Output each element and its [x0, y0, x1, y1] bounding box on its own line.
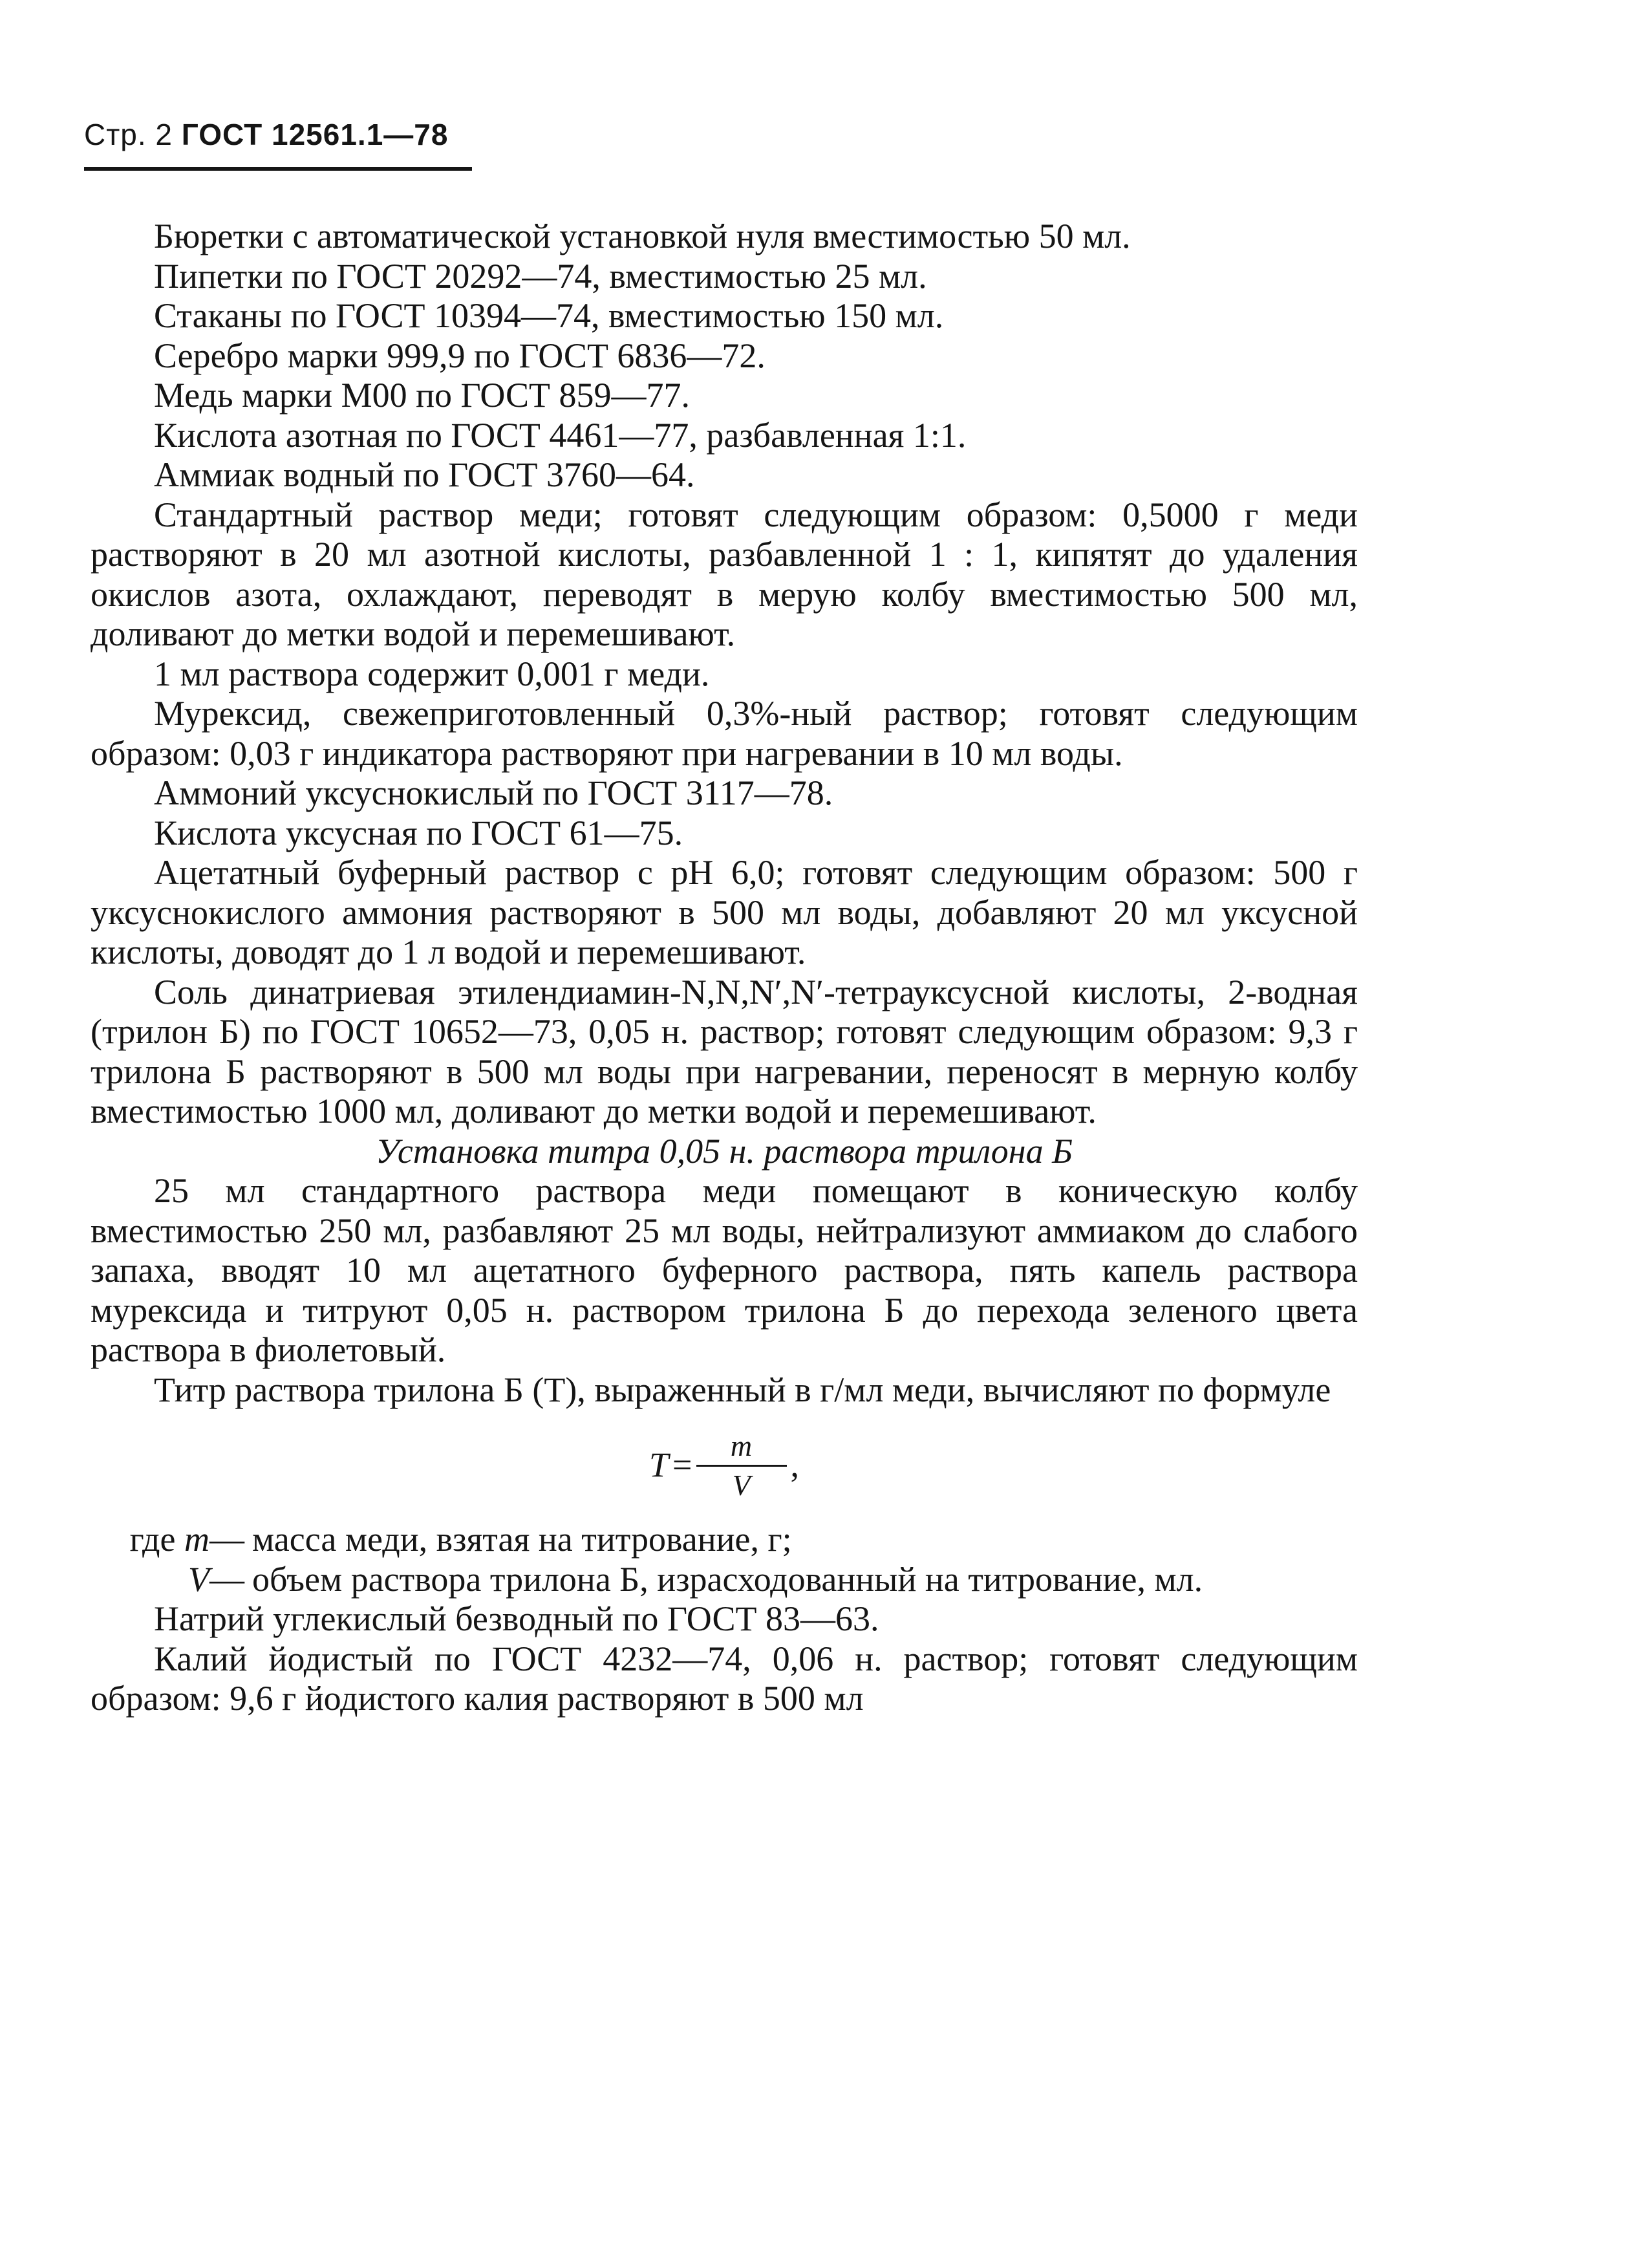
body-text: [91, 217, 1358, 1719]
legend-dash: —: [209, 1559, 244, 1599]
running-header: [84, 120, 448, 149]
paragraph: Стандартный раствор меди; готовят следующим образом: 0,5000 г меди растворяют в 20 мл азотной кислоты, разбавленной 1 : 1, кипятят до удаления окислов азота, охлаждают, переводят в мерую колбу вместимостью 500 мл, доливают до метки водой и перемешивают.: [91, 495, 1358, 653]
paragraph: 1 мл раствора содержит 0,001 г меди.: [154, 654, 710, 693]
legend-symbol: [91, 1520, 252, 1560]
paragraph: Аммиак водный по ГОСТ 3760—64.: [154, 455, 695, 494]
formula-equals: =: [672, 1445, 692, 1485]
paragraph: 25 мл стандартного раствора меди помещают в коническую колбу вместимостью 250 мл, разбавляют 25 мл воды, нейтрализуют аммиаком до слабого запаха, вводят 10 мл ацетатного буферного раствора, пять капель раствора мурексида и титруют 0,05 н. раствором трилона Б до перехода зеленого цвета раствора в фиолетовый.: [91, 1171, 1358, 1369]
paragraph: Титр раствора трилона Б (T), выраженный в г/мл меди, вычисляют по формуле: [154, 1370, 1331, 1409]
formula-legend: [91, 1520, 1358, 1599]
paragraph: Ацетатный буферный раствор с pH 6,0; готовят следующим образом: 500 г уксуснокислого аммония растворяют в 500 мл воды, добавляют 20 мл уксусной кислоты, доводят до 1 л водой и перемешивают.: [91, 853, 1358, 971]
paragraph: Калий йодистый по ГОСТ 4232—74, 0,06 н. раствор; готовят следующим образом: 9,6 г йодистого калия растворяют в 500 мл: [91, 1639, 1358, 1718]
paragraph: Аммоний уксуснокислый по ГОСТ 3117—78.: [154, 773, 833, 812]
legend-variable: m: [184, 1520, 209, 1559]
section-subheading: Установка титра 0,05 н. раствора трилона Б: [376, 1131, 1073, 1171]
paragraph: Серебро марки 999,9 по ГОСТ 6836—72.: [154, 336, 766, 375]
paragraph: Мурексид, свежеприготовленный 0,3%-ный раствор; готовят следующим образом: 0,03 г индикатора растворяют при нагревании в 10 мл воды.: [91, 694, 1358, 773]
legend-variable: V: [188, 1559, 209, 1599]
formula-fraction: [696, 1427, 787, 1504]
paragraph: Пипетки по ГОСТ 20292—74, вместимостью 25 мл.: [154, 256, 927, 296]
paragraph: Соль динатриевая этилендиамин-N,N,N′,N′-тетрауксусной кислоты, 2-водная (трилон Б) по ГОСТ 10652—73, 0,05 н. раствор; готовят следующим образом: 9,3 г трилона Б растворяют в 500 мл воды при нагревании, переносят в мерную колбу вместимостью 1000 мл, доливают до метки водой и перемешивают.: [91, 972, 1358, 1130]
paragraph: Натрий углекислый безводный по ГОСТ 83—63.: [154, 1599, 879, 1638]
paragraph: Кислота азотная по ГОСТ 4461—77, разбавленная 1:1.: [154, 415, 967, 455]
legend-description: объем раствора трилона Б, израсходованный на титрование, мл.: [252, 1559, 1203, 1599]
paragraph: Кислота уксусная по ГОСТ 61—75.: [154, 813, 683, 852]
paragraph: Медь марки М00 по ГОСТ 859—77.: [154, 376, 691, 415]
formula-lhs: T: [648, 1445, 669, 1485]
formula-denominator: V: [732, 1468, 751, 1502]
legend-symbol: [91, 1560, 252, 1600]
legend-prefix: где: [129, 1520, 176, 1559]
paragraph: Стаканы по ГОСТ 10394—74, вместимостью 150 мл.: [154, 296, 944, 335]
legend-description: масса меди, взятая на титрование, г;: [252, 1520, 792, 1559]
formula-trailing: ,: [790, 1445, 799, 1485]
titer-formula: [91, 1414, 1358, 1517]
legend-dash: —: [209, 1520, 244, 1559]
header-rule: [84, 167, 472, 171]
page-label: Стр. 2: [84, 118, 173, 151]
standard-number: ГОСТ 12561.1—78: [181, 118, 449, 151]
formula-numerator: m: [730, 1429, 753, 1462]
paragraph: Бюретки с автоматической установкой нуля вместимостью 50 мл.: [154, 217, 1131, 255]
